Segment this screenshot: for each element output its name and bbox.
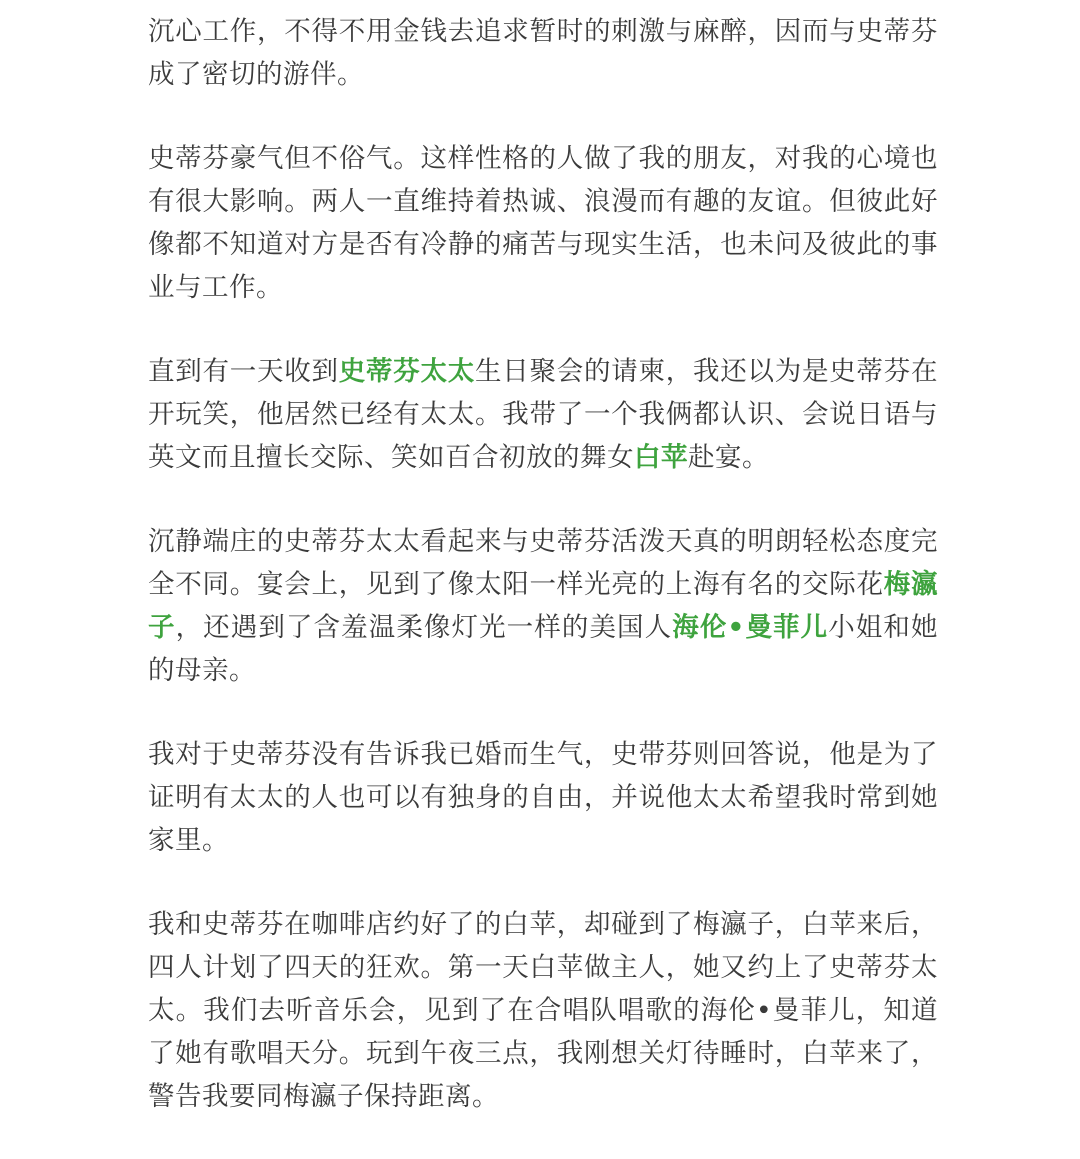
paragraph xyxy=(148,350,938,479)
paragraph-text: 沉静端庄的史蒂芬太太看起来与史蒂芬活泼天真的明朗轻松态度完全不同。宴会上，见到了像太阳一样光亮的上海有名的交际花 xyxy=(148,526,938,600)
paragraph xyxy=(148,10,938,96)
paragraph-text: 赴宴。 xyxy=(688,442,769,473)
highlighted-name: 白苹 xyxy=(634,442,688,473)
paragraph-text: 我和史蒂芬在咖啡店约好了的白苹，却碰到了梅瀛子，白苹来后，四人计划了四天的狂欢。第一天白苹做主人，她又约上了史蒂芬太太。我们去听音乐会，见到了在合唱队唱歌的海伦•曼菲儿，知道了她有歌唱天分。玩到午夜三点，我刚想关灯待睡时，白苹来了，警告我要同梅瀛子保持距离。 xyxy=(148,909,938,1112)
paragraph-text: 生日聚会的请柬，我还以为是史蒂芬在开玩笑，他居然已经有太太。我带了一个我俩都认识、会说日语与英文而且擅长交际、笑如百合初放的舞女 xyxy=(148,356,938,473)
paragraph xyxy=(148,137,938,309)
highlighted-name: 海伦•曼菲儿 xyxy=(672,612,829,643)
article-body xyxy=(148,10,938,1159)
paragraph-text: 小姐和她的母亲。 xyxy=(148,612,938,686)
paragraph xyxy=(148,520,938,692)
paragraph-text: 我对于史蒂芬没有告诉我已婚而生气，史带芬则回答说，他是为了证明有太太的人也可以有独身的自由，并说他太太希望我时常到她家里。 xyxy=(148,739,938,856)
paragraph-text: 史蒂芬豪气但不俗气。这样性格的人做了我的朋友，对我的心境也有很大影响。两人一直维持着热诚、浪漫而有趣的友谊。但彼此好像都不知道对方是否有冷静的痛苦与现实生活，也未问及彼此的事业与工作。 xyxy=(148,143,938,303)
paragraph-text: 沉心工作，不得不用金钱去追求暂时的刺激与麻醉，因而与史蒂芬成了密切的游伴。 xyxy=(148,16,938,90)
paragraph-text: ，还遇到了含羞温柔像灯光一样的美国人 xyxy=(175,612,673,643)
paragraph-text: 直到有一天收到 xyxy=(148,356,339,387)
highlighted-name: 史蒂芬太太 xyxy=(338,356,475,387)
paragraph xyxy=(148,733,938,862)
highlighted-name: 梅瀛子 xyxy=(148,569,938,643)
paragraph xyxy=(148,903,938,1118)
